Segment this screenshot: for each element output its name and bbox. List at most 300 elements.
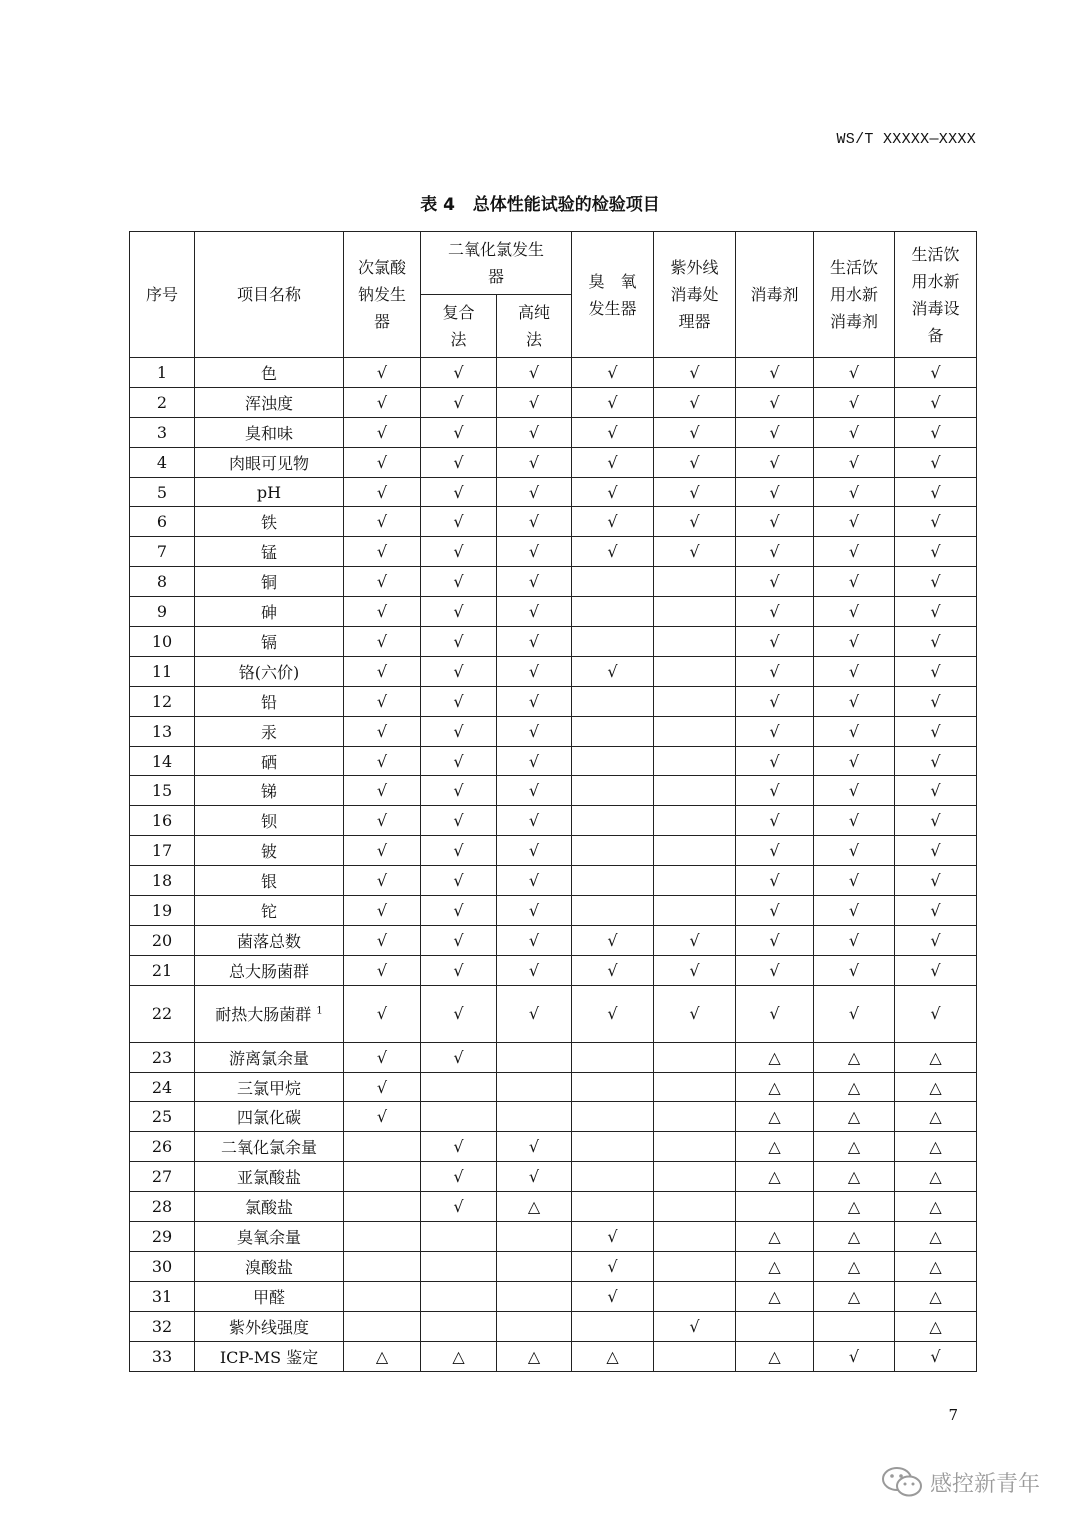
check-cell: √ [421, 806, 497, 836]
check-cell: √ [572, 985, 654, 1042]
item-name-text: 银 [260, 872, 277, 892]
check-cell: √ [814, 955, 895, 985]
check-cell: △ [736, 1132, 814, 1162]
row-item-name [195, 776, 344, 806]
check-cell: √ [736, 507, 814, 537]
check-cell [654, 1251, 736, 1281]
row-item-name [195, 507, 344, 537]
check-cell: △ [736, 1222, 814, 1252]
check-cell: √ [421, 776, 497, 806]
table-row [130, 955, 977, 985]
table-row [130, 1162, 977, 1192]
check-cell: √ [895, 358, 977, 388]
check-cell: √ [497, 686, 572, 716]
row-seq: 26 [130, 1132, 195, 1162]
row-item-name [195, 746, 344, 776]
item-name-text: 硒 [260, 752, 277, 772]
check-cell [344, 1222, 421, 1252]
check-cell: △ [814, 1251, 895, 1281]
header-new-device [895, 232, 977, 358]
check-cell: √ [572, 387, 654, 417]
check-cell: √ [572, 358, 654, 388]
header-line: 高纯 [518, 303, 551, 322]
check-cell [572, 716, 654, 746]
check-cell: √ [344, 1042, 421, 1072]
check-cell: √ [497, 866, 572, 896]
check-cell: √ [497, 417, 572, 447]
table-row [130, 387, 977, 417]
check-cell [572, 866, 654, 896]
table-row [130, 716, 977, 746]
check-cell [572, 686, 654, 716]
check-cell: √ [654, 358, 736, 388]
item-name-text: 锑 [260, 782, 277, 802]
check-cell: △ [814, 1102, 895, 1132]
check-cell [654, 656, 736, 686]
row-seq: 13 [130, 716, 195, 746]
row-item-name [195, 1132, 344, 1162]
check-cell: √ [497, 776, 572, 806]
check-cell: √ [736, 537, 814, 567]
check-cell: √ [895, 746, 977, 776]
check-cell: √ [895, 447, 977, 477]
check-cell: △ [736, 1281, 814, 1311]
row-seq: 6 [130, 507, 195, 537]
table-row [130, 776, 977, 806]
check-cell: √ [421, 627, 497, 657]
row-item-name [195, 1042, 344, 1072]
header-line: 紫外线 [670, 258, 719, 277]
item-name-text: 钡 [260, 812, 277, 832]
check-cell: √ [814, 836, 895, 866]
check-cell: √ [654, 387, 736, 417]
check-cell: △ [895, 1132, 977, 1162]
watermark-text: 感控新青年 [929, 1471, 1040, 1497]
check-cell [572, 597, 654, 627]
header-line: 消毒设 [911, 298, 960, 318]
table-row [130, 597, 977, 627]
check-cell: △ [814, 1162, 895, 1192]
row-seq: 18 [130, 866, 195, 896]
header-line: 用水新 [830, 285, 879, 304]
check-cell: √ [344, 1072, 421, 1102]
check-cell: √ [895, 417, 977, 447]
check-cell: √ [736, 746, 814, 776]
check-cell [344, 1162, 421, 1192]
row-item-name [195, 836, 344, 866]
check-cell: △ [497, 1341, 572, 1371]
item-name-text: 铅 [260, 692, 277, 712]
check-cell [654, 776, 736, 806]
row-seq: 25 [130, 1102, 195, 1132]
check-cell: △ [736, 1072, 814, 1102]
check-cell: √ [736, 597, 814, 627]
item-name-text: 氯酸盐 [244, 1198, 293, 1218]
table-row [130, 1192, 977, 1222]
check-cell [572, 806, 654, 836]
table-row [130, 1132, 977, 1162]
row-seq: 29 [130, 1222, 195, 1252]
header-clo2-pure [497, 295, 572, 358]
check-cell: √ [736, 686, 814, 716]
item-name-text: 甲醛 [252, 1287, 285, 1307]
check-cell: √ [895, 507, 977, 537]
check-cell: √ [344, 925, 421, 955]
check-cell: √ [572, 537, 654, 567]
check-cell [654, 1072, 736, 1102]
row-seq: 15 [130, 776, 195, 806]
item-name-text: 三氯甲烷 [236, 1078, 301, 1098]
item-name-text: 铍 [260, 842, 277, 862]
check-cell: √ [344, 387, 421, 417]
check-cell [497, 1072, 572, 1102]
check-cell [654, 866, 736, 896]
item-name-text: 臭和味 [244, 423, 293, 443]
check-cell: √ [895, 896, 977, 926]
row-seq: 3 [130, 417, 195, 447]
check-cell: √ [421, 866, 497, 896]
check-cell [654, 1281, 736, 1311]
check-cell [572, 746, 654, 776]
row-seq: 32 [130, 1311, 195, 1341]
item-name-text: 砷 [260, 603, 277, 623]
check-cell: √ [421, 985, 497, 1042]
check-cell: √ [344, 477, 421, 507]
check-cell: √ [421, 417, 497, 447]
check-cell: √ [421, 686, 497, 716]
row-item-name [195, 1222, 344, 1252]
table-caption: 表 4 总体性能试验的检验项目 [420, 195, 660, 215]
check-cell: √ [814, 537, 895, 567]
check-cell: √ [497, 896, 572, 926]
check-cell: √ [814, 896, 895, 926]
item-name-text: 菌落总数 [236, 931, 301, 951]
table-row [130, 537, 977, 567]
row-seq: 5 [130, 477, 195, 507]
check-cell: √ [895, 776, 977, 806]
table-row [130, 1251, 977, 1281]
table-row [130, 686, 977, 716]
item-name-text: 四氯化碳 [236, 1108, 301, 1128]
check-cell: √ [654, 477, 736, 507]
check-cell: √ [814, 567, 895, 597]
row-seq: 31 [130, 1281, 195, 1311]
header-line: 法 [526, 330, 543, 349]
table-row [130, 985, 977, 1042]
check-cell: √ [344, 417, 421, 447]
check-cell [572, 1102, 654, 1132]
header-line: 发生器 [588, 298, 637, 318]
check-cell: √ [497, 477, 572, 507]
row-seq: 19 [130, 896, 195, 926]
table-row [130, 567, 977, 597]
check-cell: √ [895, 567, 977, 597]
row-seq: 4 [130, 447, 195, 477]
row-seq: 20 [130, 925, 195, 955]
inspection-items-table [129, 231, 977, 1372]
check-cell [421, 1222, 497, 1252]
check-cell: √ [497, 925, 572, 955]
row-seq: 23 [130, 1042, 195, 1072]
check-cell: √ [344, 447, 421, 477]
check-cell: △ [895, 1222, 977, 1252]
check-cell: √ [344, 866, 421, 896]
header-line: 器 [488, 267, 505, 286]
row-item-name [195, 1162, 344, 1192]
row-item-name [195, 1251, 344, 1281]
item-name-text: 铬(六价) [238, 662, 300, 682]
table-row [130, 627, 977, 657]
row-item-name [195, 896, 344, 926]
item-name-text: 游离氯余量 [228, 1048, 309, 1068]
check-cell: √ [421, 477, 497, 507]
row-seq: 1 [130, 358, 195, 388]
check-cell: △ [421, 1341, 497, 1371]
check-cell: √ [895, 387, 977, 417]
check-cell: △ [814, 1072, 895, 1102]
check-cell: √ [895, 597, 977, 627]
table-row [130, 507, 977, 537]
document-code: WS/T XXXXX—XXXX [836, 131, 976, 148]
check-cell: √ [497, 537, 572, 567]
row-seq: 22 [130, 985, 195, 1042]
check-cell: √ [421, 537, 497, 567]
row-seq: 2 [130, 387, 195, 417]
row-item-name [195, 866, 344, 896]
check-cell [572, 896, 654, 926]
check-cell: √ [572, 507, 654, 537]
check-cell: √ [736, 836, 814, 866]
check-cell: √ [736, 955, 814, 985]
check-cell: √ [572, 925, 654, 955]
check-cell: √ [736, 417, 814, 447]
header-item-name: 项目名称 [195, 232, 344, 358]
check-cell: √ [654, 1311, 736, 1341]
footnote-marker: 1 [316, 1005, 323, 1017]
check-cell: √ [895, 627, 977, 657]
item-name-text: 臭氧余量 [236, 1227, 301, 1247]
check-cell [572, 1311, 654, 1341]
check-cell: √ [814, 656, 895, 686]
check-cell: √ [814, 866, 895, 896]
check-cell: √ [344, 896, 421, 926]
table-row [130, 896, 977, 926]
row-item-name [195, 716, 344, 746]
check-cell: √ [421, 746, 497, 776]
row-seq: 7 [130, 537, 195, 567]
check-cell: √ [572, 656, 654, 686]
check-cell: √ [421, 896, 497, 926]
row-item-name [195, 358, 344, 388]
table-row [130, 656, 977, 686]
check-cell: √ [814, 806, 895, 836]
check-cell [421, 1072, 497, 1102]
row-seq: 14 [130, 746, 195, 776]
check-cell [736, 1192, 814, 1222]
row-seq: 10 [130, 627, 195, 657]
item-name-text: 浑浊度 [244, 393, 293, 413]
check-cell: √ [736, 716, 814, 746]
check-cell: √ [814, 387, 895, 417]
check-cell: √ [895, 836, 977, 866]
check-cell: △ [895, 1162, 977, 1192]
check-cell: √ [895, 656, 977, 686]
check-cell [654, 1341, 736, 1371]
check-cell: √ [895, 686, 977, 716]
header-hypochlorite [344, 232, 421, 358]
check-cell: √ [736, 985, 814, 1042]
check-cell: √ [421, 1132, 497, 1162]
check-cell: √ [497, 1132, 572, 1162]
check-cell [654, 1132, 736, 1162]
table-row [130, 1102, 977, 1132]
check-cell: √ [421, 387, 497, 417]
table-row [130, 1042, 977, 1072]
row-seq: 33 [130, 1341, 195, 1371]
check-cell: √ [344, 656, 421, 686]
table-row [130, 1281, 977, 1311]
item-name-text: 铁 [260, 513, 277, 533]
row-item-name [195, 1311, 344, 1341]
check-cell: √ [421, 358, 497, 388]
check-cell [497, 1102, 572, 1132]
check-cell: √ [895, 955, 977, 985]
row-item-name [195, 686, 344, 716]
check-cell: √ [497, 387, 572, 417]
header-new-agent [814, 232, 895, 358]
header-line: 法 [450, 330, 467, 349]
check-cell: √ [421, 507, 497, 537]
table-row [130, 447, 977, 477]
table-row [130, 1072, 977, 1102]
row-seq: 28 [130, 1192, 195, 1222]
check-cell: √ [497, 656, 572, 686]
check-cell: △ [814, 1192, 895, 1222]
item-name-text: 紫外线强度 [228, 1317, 309, 1337]
check-cell: √ [344, 806, 421, 836]
check-cell: √ [421, 1162, 497, 1192]
check-cell: √ [895, 806, 977, 836]
check-cell: √ [814, 985, 895, 1042]
header-disinfectant: 消毒剂 [736, 232, 814, 358]
check-cell: √ [654, 447, 736, 477]
check-cell: √ [421, 716, 497, 746]
check-cell: √ [344, 985, 421, 1042]
check-cell: √ [497, 358, 572, 388]
check-cell: √ [895, 716, 977, 746]
check-cell: √ [344, 507, 421, 537]
row-seq: 8 [130, 567, 195, 597]
table-body [130, 358, 977, 1372]
table-row [130, 866, 977, 896]
check-cell: √ [421, 656, 497, 686]
check-cell: △ [814, 1132, 895, 1162]
check-cell: √ [344, 776, 421, 806]
check-cell [421, 1251, 497, 1281]
check-cell: √ [421, 597, 497, 627]
check-cell: √ [497, 836, 572, 866]
row-item-name [195, 477, 344, 507]
row-item-name [195, 1102, 344, 1132]
check-cell: √ [736, 627, 814, 657]
header-line: 理器 [678, 312, 711, 331]
check-cell: √ [654, 417, 736, 447]
row-seq: 12 [130, 686, 195, 716]
check-cell: √ [572, 1222, 654, 1252]
row-seq: 17 [130, 836, 195, 866]
check-cell: √ [736, 387, 814, 417]
check-cell: √ [814, 627, 895, 657]
check-cell [654, 746, 736, 776]
check-cell: √ [895, 985, 977, 1042]
check-cell [572, 627, 654, 657]
check-cell: √ [654, 925, 736, 955]
check-cell [421, 1311, 497, 1341]
header-ozone-generator [572, 232, 654, 358]
row-item-name [195, 925, 344, 955]
check-cell: △ [736, 1341, 814, 1371]
row-item-name [195, 597, 344, 627]
row-item-name [195, 955, 344, 985]
check-cell [654, 1192, 736, 1222]
check-cell: √ [344, 627, 421, 657]
check-cell: △ [814, 1042, 895, 1072]
row-item-name [195, 417, 344, 447]
check-cell: √ [421, 447, 497, 477]
item-name-text: 二氧化氯余量 [220, 1138, 317, 1158]
check-cell [344, 1132, 421, 1162]
check-cell: √ [421, 1192, 497, 1222]
check-cell: △ [814, 1281, 895, 1311]
item-name-text: pH [256, 482, 282, 502]
header-line: 生活饮 [911, 244, 960, 264]
row-item-name [195, 447, 344, 477]
check-cell: △ [736, 1102, 814, 1132]
check-cell [654, 836, 736, 866]
check-cell: √ [344, 358, 421, 388]
check-cell: √ [421, 955, 497, 985]
item-name-text: 耐热大肠菌群 [215, 1005, 312, 1025]
check-cell: √ [421, 925, 497, 955]
table-row [130, 358, 977, 388]
check-cell: √ [895, 537, 977, 567]
check-cell: √ [895, 925, 977, 955]
check-cell [654, 1102, 736, 1132]
check-cell [654, 806, 736, 836]
row-item-name [195, 1341, 344, 1371]
check-cell: √ [344, 597, 421, 627]
check-cell [572, 776, 654, 806]
item-name-text: 汞 [260, 722, 277, 742]
check-cell [344, 1311, 421, 1341]
check-cell: √ [736, 866, 814, 896]
check-cell [654, 567, 736, 597]
check-cell: △ [895, 1251, 977, 1281]
check-cell [654, 1042, 736, 1072]
item-name-text: 铊 [260, 901, 277, 921]
check-cell: √ [497, 955, 572, 985]
check-cell [344, 1281, 421, 1311]
check-cell: √ [344, 716, 421, 746]
check-cell: △ [895, 1102, 977, 1132]
row-item-name [195, 1281, 344, 1311]
check-cell: √ [654, 985, 736, 1042]
check-cell: △ [895, 1311, 977, 1341]
header-line: 备 [927, 325, 944, 345]
row-item-name [195, 1072, 344, 1102]
check-cell [572, 836, 654, 866]
header-line: 复合 [442, 303, 475, 322]
